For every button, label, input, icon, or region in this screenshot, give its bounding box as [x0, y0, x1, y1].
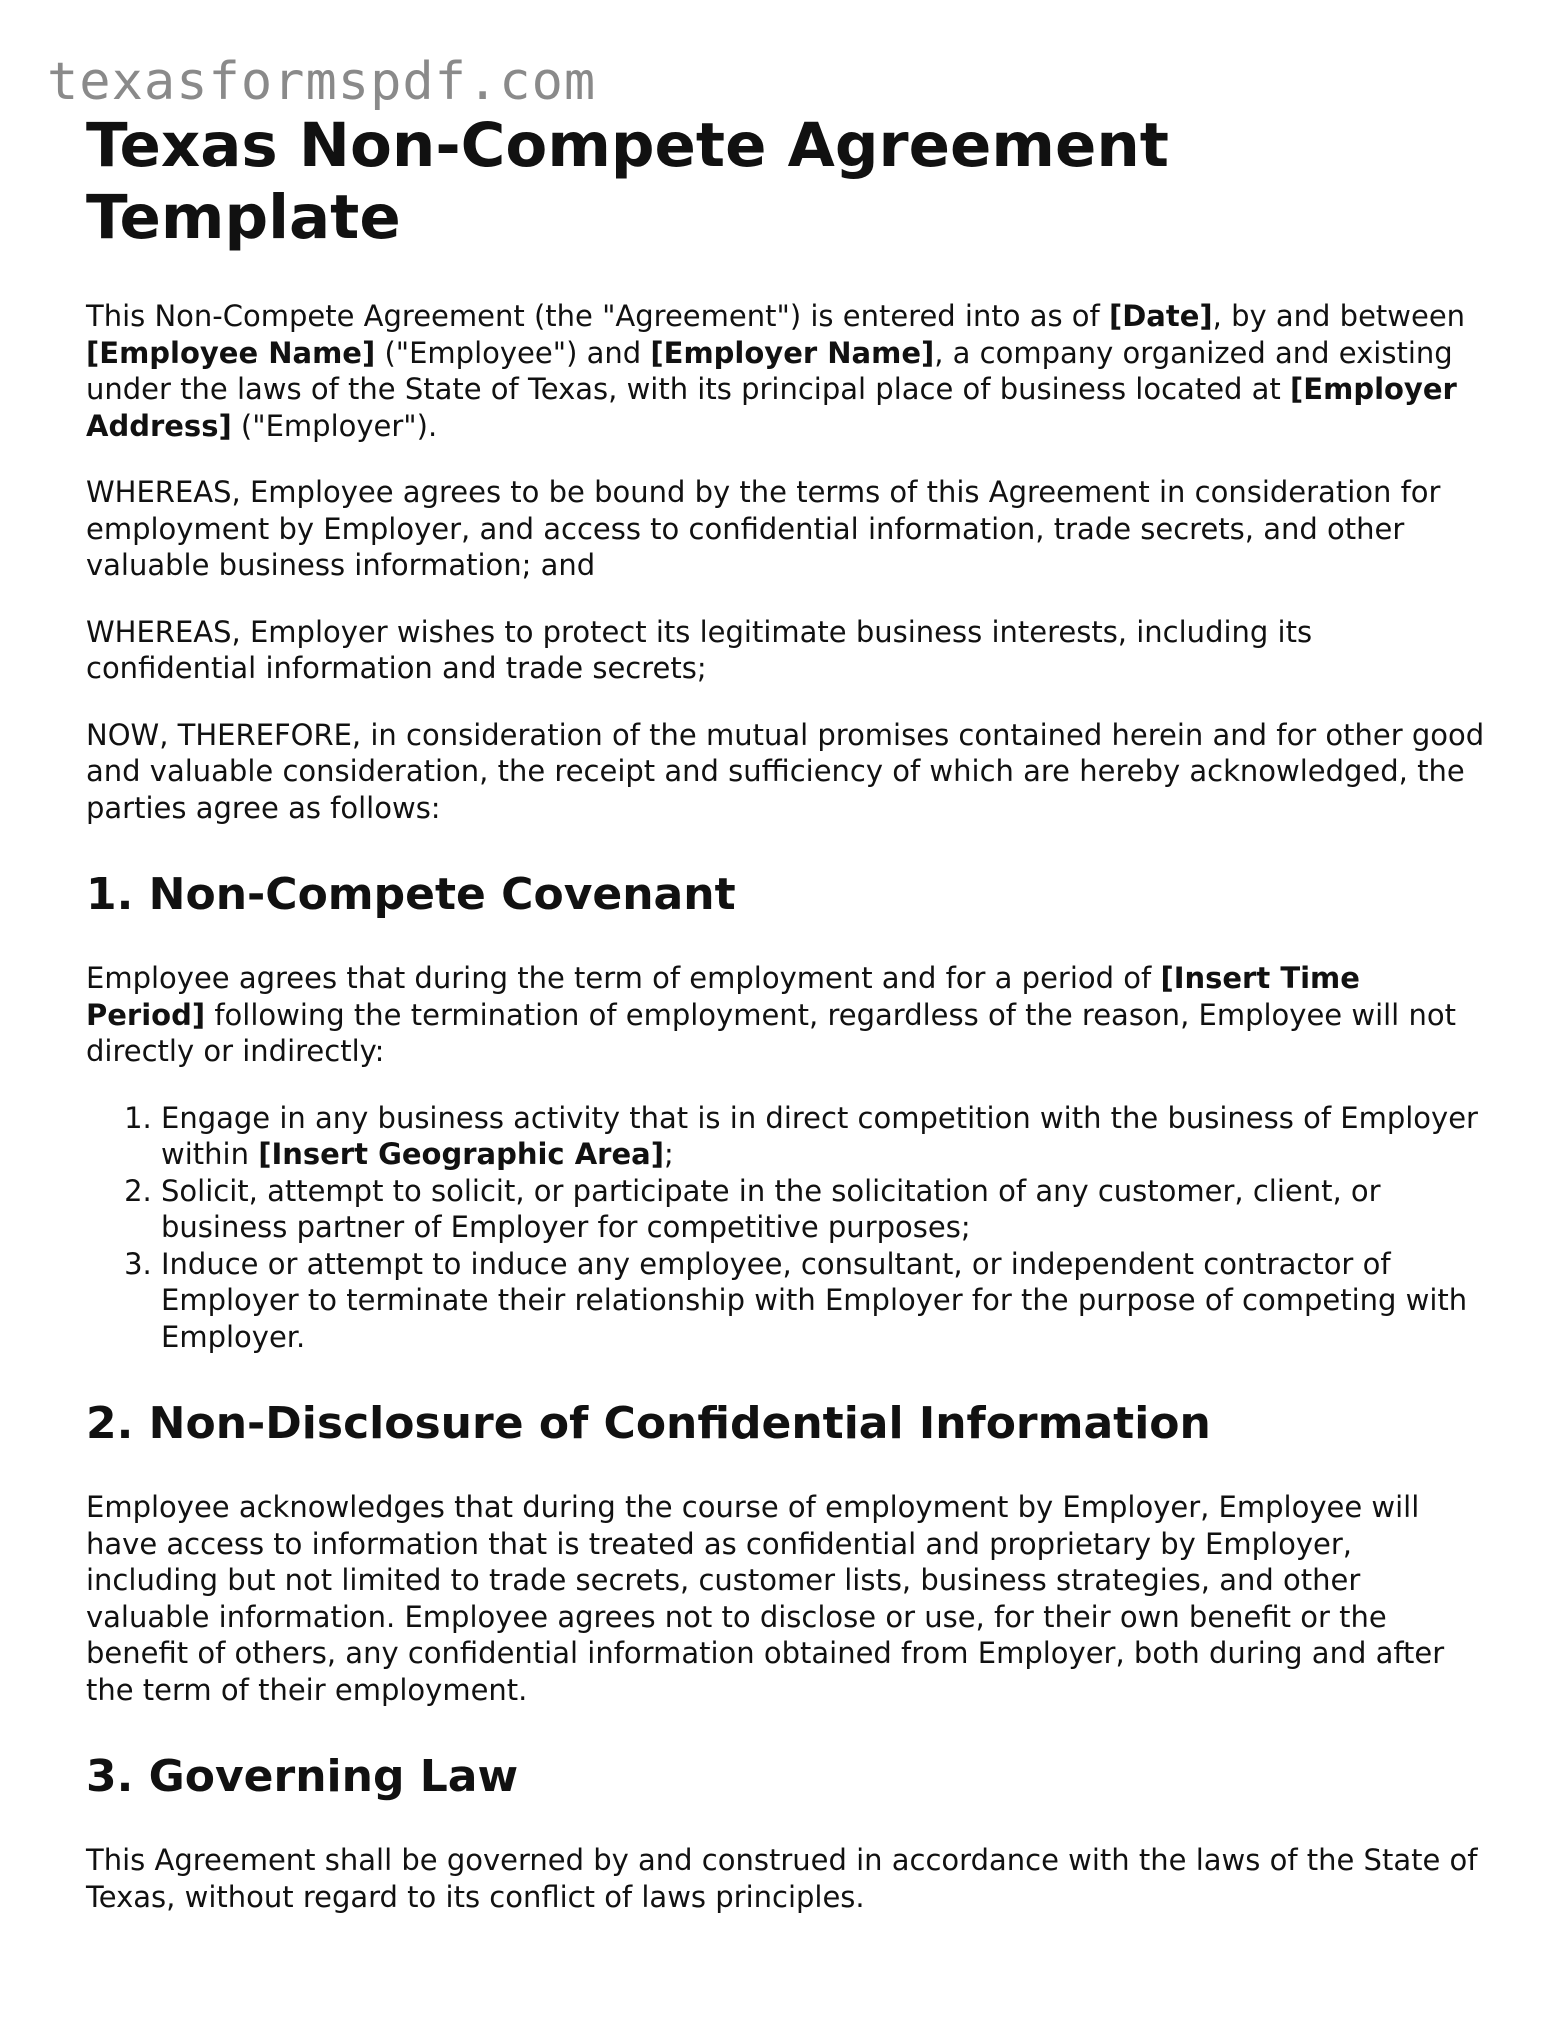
- watermark: texasformspdf.com: [47, 52, 597, 112]
- list-item-2: 2. Solicit, attempt to solicit, or participate in the solicitation of any customer, client, or business partner of Employer for competitive purposes;: [161, 1173, 1486, 1246]
- date-placeholder: [Date]: [1108, 299, 1213, 333]
- list-item-1: [161, 1100, 1486, 1173]
- section-1-paragraph: [86, 960, 1486, 1070]
- page-title: Texas Non-Compete Agreement Template: [86, 110, 1169, 253]
- intro-text-5: ("Employer").: [231, 408, 438, 443]
- list-item-1-text-1: Engage in any business activity that is in direct competition with the business of Employer within: [161, 1100, 1478, 1171]
- document-page: [86, 110, 1486, 1945]
- list-item-3: 3. Induce or attempt to induce any employee, consultant, or independent contractor of Employer to terminate their relationship with Employer for the purpose of competing with Employer.: [161, 1246, 1486, 1356]
- non-compete-list: [86, 1100, 1486, 1356]
- section-1-heading: 1. Non-Compete Covenant: [86, 869, 736, 920]
- employer-address-placeholder: [Employer Address]: [86, 372, 1457, 443]
- employer-name-placeholder: [Employer Name]: [650, 335, 935, 370]
- section-3-heading: 3. Governing Law: [86, 1751, 519, 1802]
- intro-text-4: , a company organized and existing under the laws of the State of Texas, with its principal place of business located at: [86, 335, 1453, 406]
- whereas-paragraph-employer: WHEREAS, Employer wishes to protect its legitimate business interests, including its confidential information and trade secrets;: [86, 614, 1313, 685]
- employee-name-placeholder: [Employee Name]: [86, 335, 376, 370]
- intro-section: [86, 298, 1486, 826]
- intro-paragraph-parties: [86, 298, 1486, 444]
- section-2-paragraph: Employee acknowledges that during the course of employment by Employer, Employee will have access to information that is treated as confidential and proprietary by Employer, including but not limited to trade secrets, customer lists, business strategies, and other valuable information. Employee agrees not to disclose or use, for their own benefit or the benefit of others, any confidential information obtained from Employer, both during and after the term of their employment.: [86, 1490, 1445, 1707]
- geographic-area-placeholder: [Insert Geographic Area]: [258, 1137, 664, 1171]
- intro-text-2: , by and between: [1212, 299, 1466, 333]
- section-3-paragraph: This Agreement shall be governed by and construed in accordance with the laws of the State of Texas, without regard to its conflict of laws principles.: [86, 1843, 1478, 1914]
- now-therefore-paragraph: NOW, THEREFORE, in consideration of the mutual promises contained herein and for other good and valuable consideration, the receipt and sufficiency of which are hereby acknowledged, the parties agree as follows:: [86, 717, 1485, 825]
- intro-text-1: This Non-Compete Agreement (the "Agreement") is entered into as of: [86, 299, 1109, 333]
- whereas-paragraph-employee: WHEREAS, Employee agrees to be bound by the terms of this Agreement in consideration for employment by Employer, and access to confidential information, trade secrets, and other valuable business information; and: [86, 475, 1441, 582]
- time-period-placeholder: [Insert Time Period]: [86, 961, 1360, 1032]
- intro-text-3: ("Employee") and: [375, 335, 651, 370]
- list-item-1-text-2: ;: [663, 1137, 674, 1171]
- section-2-heading: 2. Non-Disclosure of Confidential Information: [86, 1398, 1211, 1449]
- section-1-text-2: following the termination of employment, regardless of the reason, Employee will not directly or indirectly:: [86, 997, 1456, 1068]
- section-1-text-1: Employee agrees that during the term of employment and for a period of: [86, 961, 1161, 995]
